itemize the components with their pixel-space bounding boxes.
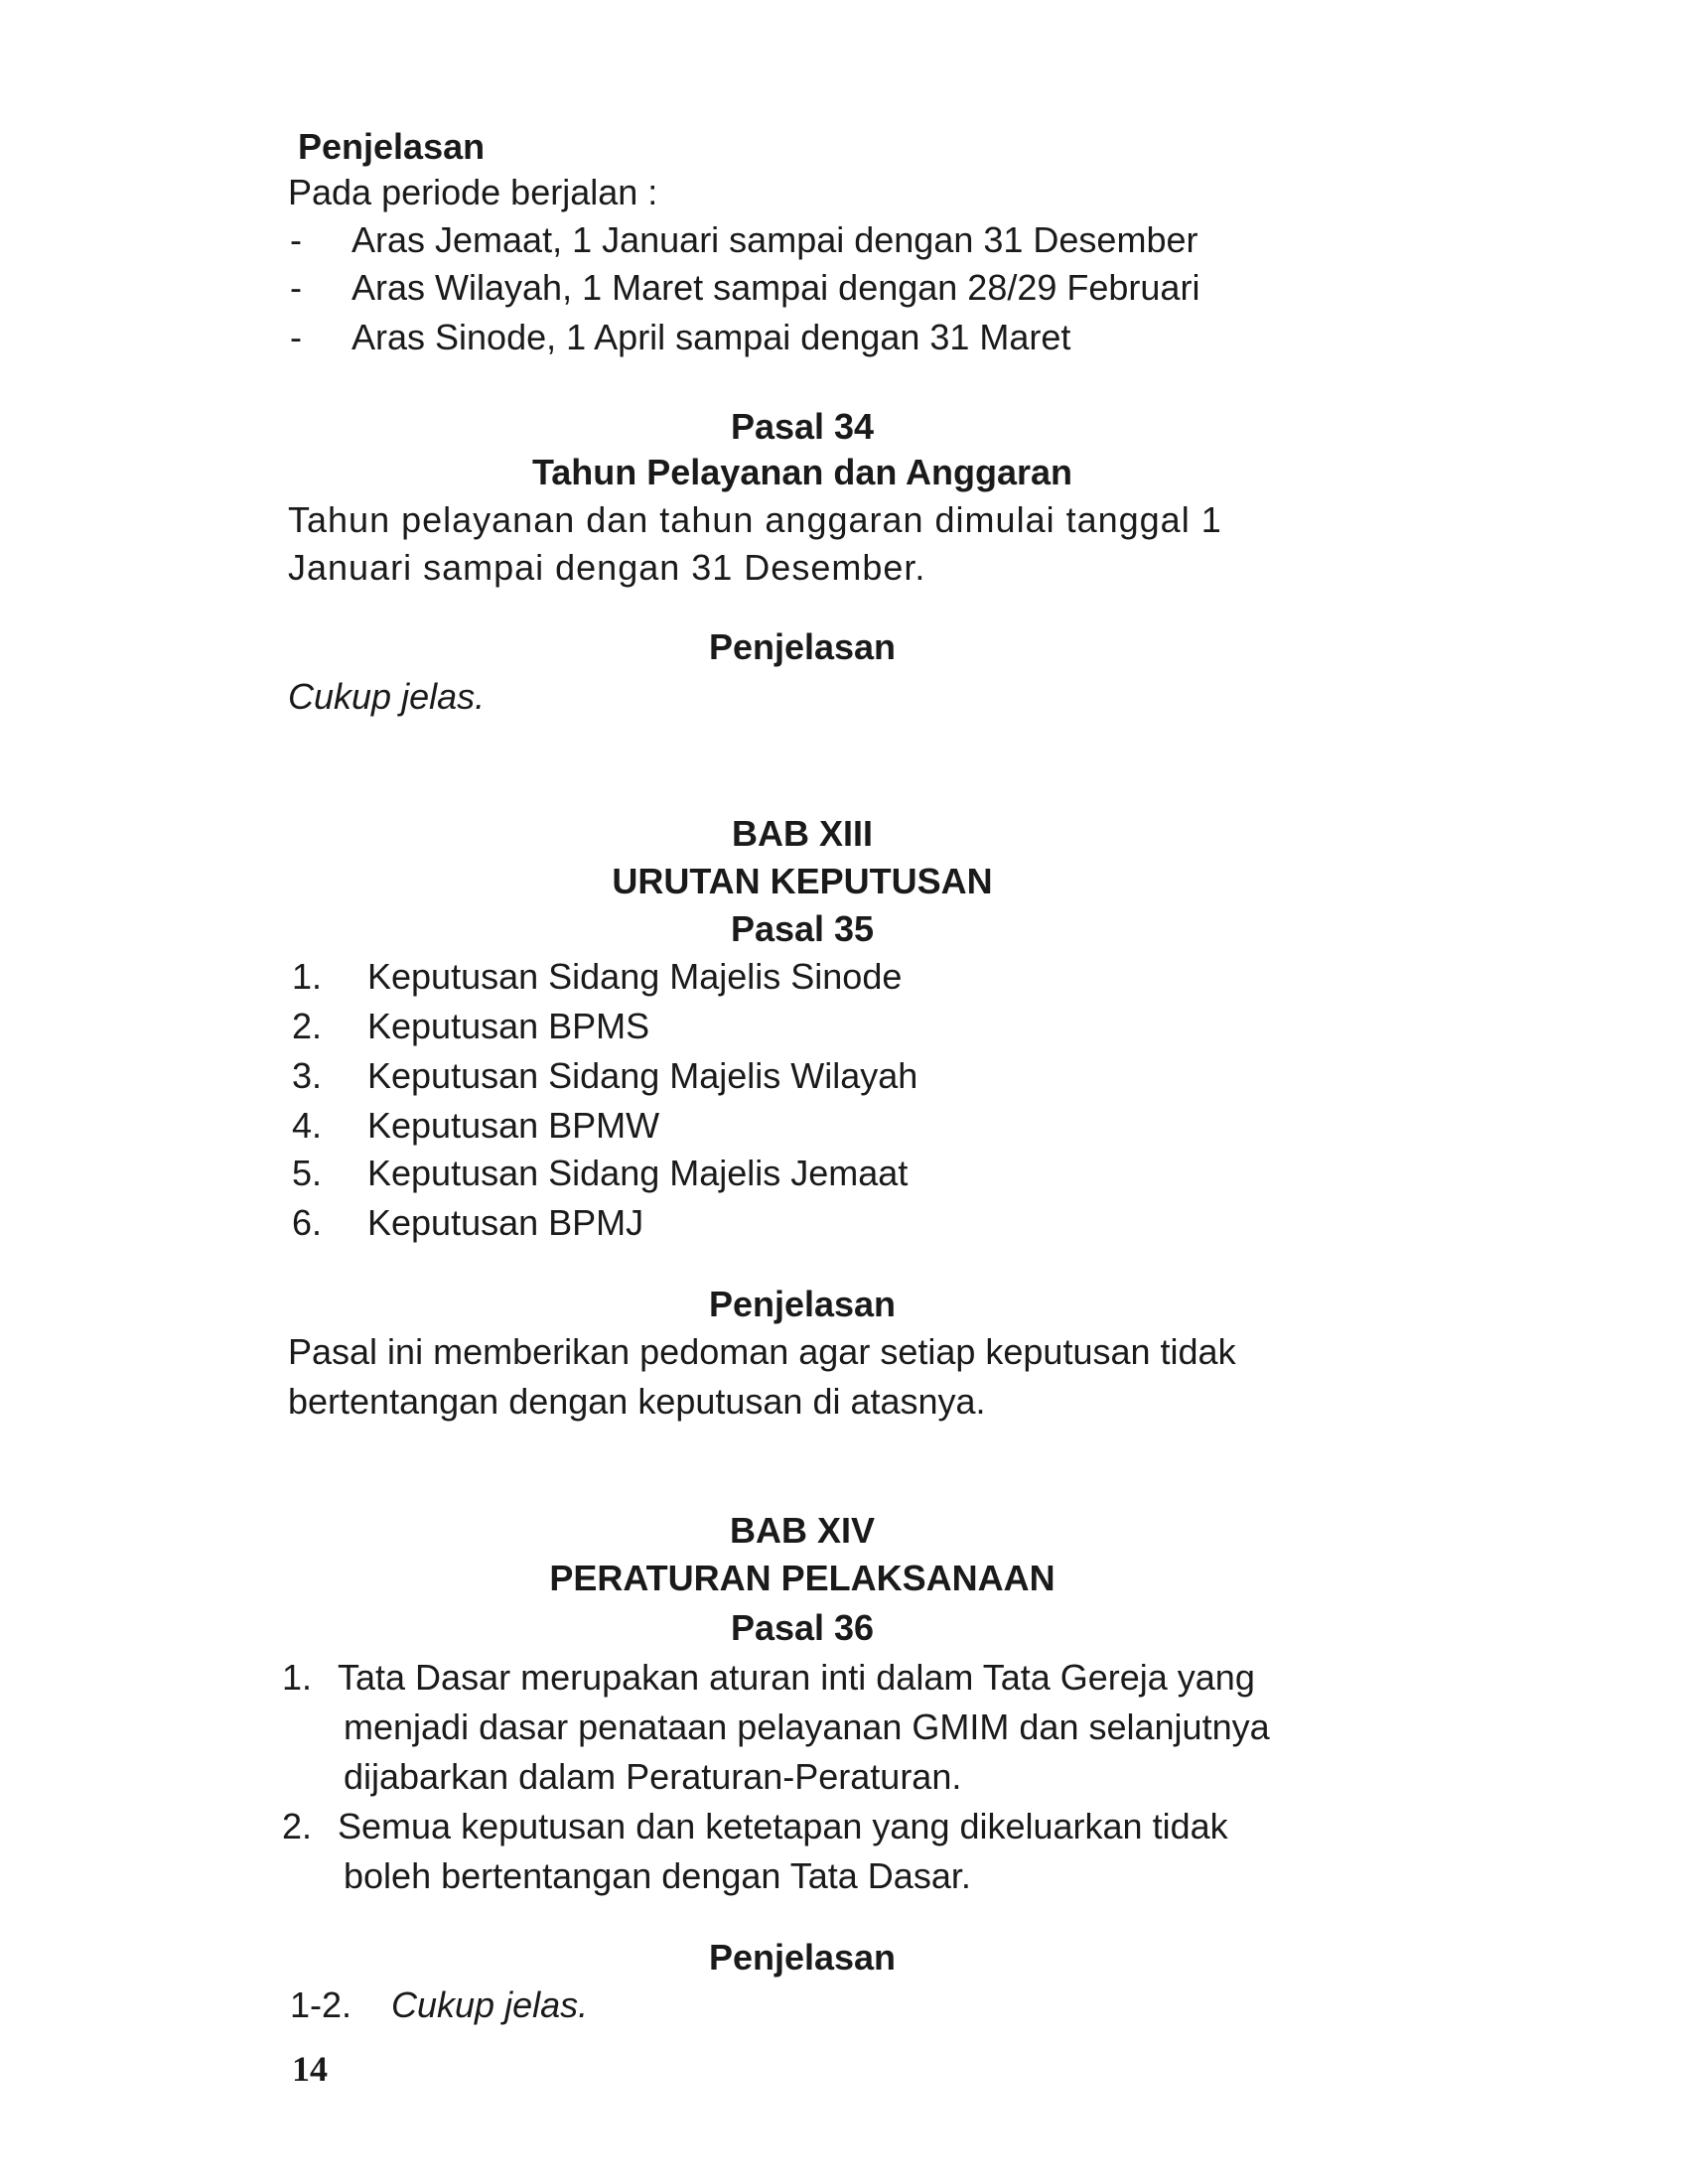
section1-item-3: Aras Sinode, 1 April sampai dengan 31 Maret (352, 317, 1071, 357)
pasal34-explanation: Cukup jelas. (288, 676, 486, 717)
bab13-title: URUTAN KEPUTUSAN (612, 861, 993, 901)
pasal34-explanation-heading: Penjelasan (708, 626, 897, 667)
list-item: Keputusan Sidang Majelis Wilayah (367, 1055, 918, 1096)
bab13-explanation-line-1: Pasal ini memberikan pedoman agar setiap keputusan tidak (288, 1331, 1236, 1372)
bab13-chapter: BAB XIII (731, 813, 873, 854)
bab14-chapter: BAB XIV (729, 1510, 876, 1551)
list-item: Keputusan BPMS (367, 1006, 650, 1046)
bab14-item-1-line-3: dijabarkan dalam Peraturan-Peraturan. (344, 1756, 962, 1797)
bullet-marker: - (290, 267, 302, 308)
bab14-item-2-line-2: boleh bertentangan dengan Tata Dasar. (344, 1855, 971, 1896)
section1-heading: Penjelasan (298, 126, 486, 167)
bullet-marker: - (290, 219, 302, 260)
bab14-item-1-line-2: menjadi dasar penataan pelayanan GMIM dan selanjutnya (344, 1706, 1270, 1747)
pasal34-number: Pasal 34 (730, 406, 875, 447)
list-item: Keputusan BPMW (367, 1105, 660, 1146)
bab14-explanation-heading: Penjelasan (708, 1937, 897, 1978)
section1-item-2: Aras Wilayah, 1 Maret sampai dengan 28/29 Februari (352, 267, 1200, 308)
list-number: 6. (292, 1202, 323, 1243)
list-item: Keputusan Sidang Majelis Jemaat (367, 1153, 909, 1193)
list-number: 2. (292, 1006, 323, 1046)
pasal34-body-line-1: Tahun pelayanan dan tahun anggaran dimulai tanggal 1 (288, 499, 1222, 540)
section1-item-1: Aras Jemaat, 1 Januari sampai dengan 31 Desember (352, 219, 1198, 260)
list-number: 1. (282, 1657, 313, 1698)
pasal34-title: Tahun Pelayanan dan Anggaran (531, 452, 1073, 492)
bullet-marker: - (290, 317, 302, 357)
bab13-explanation-heading: Penjelasan (708, 1284, 897, 1324)
bab14-explanation: Cukup jelas. (391, 1984, 589, 2025)
bab14-item-1-line-1: Tata Dasar merupakan aturan inti dalam Tata Gereja yang (338, 1657, 1255, 1698)
list-number: 3. (292, 1055, 323, 1096)
page-number: 14 (292, 2049, 328, 2089)
list-number: 4. (292, 1105, 323, 1146)
bab13-explanation-line-2: bertentangan dengan keputusan di atasnya. (288, 1381, 986, 1422)
list-number: 1. (292, 956, 323, 997)
pasal34-body-line-2: Januari sampai dengan 31 Desember. (288, 547, 926, 588)
list-number: 5. (292, 1153, 323, 1193)
bab14-title: PERATURAN PELAKSANAAN (549, 1558, 1055, 1598)
list-item: Keputusan BPMJ (367, 1202, 644, 1243)
bab14-pasal: Pasal 36 (730, 1607, 875, 1648)
bab14-item-2-line-1: Semua keputusan dan ketetapan yang dikeluarkan tidak (338, 1806, 1228, 1846)
section1-intro: Pada periode berjalan : (288, 172, 658, 212)
bab13-pasal: Pasal 35 (730, 908, 875, 949)
bab14-explanation-number: 1-2. (290, 1984, 352, 2025)
list-number: 2. (282, 1806, 313, 1846)
list-item: Keputusan Sidang Majelis Sinode (367, 956, 903, 997)
